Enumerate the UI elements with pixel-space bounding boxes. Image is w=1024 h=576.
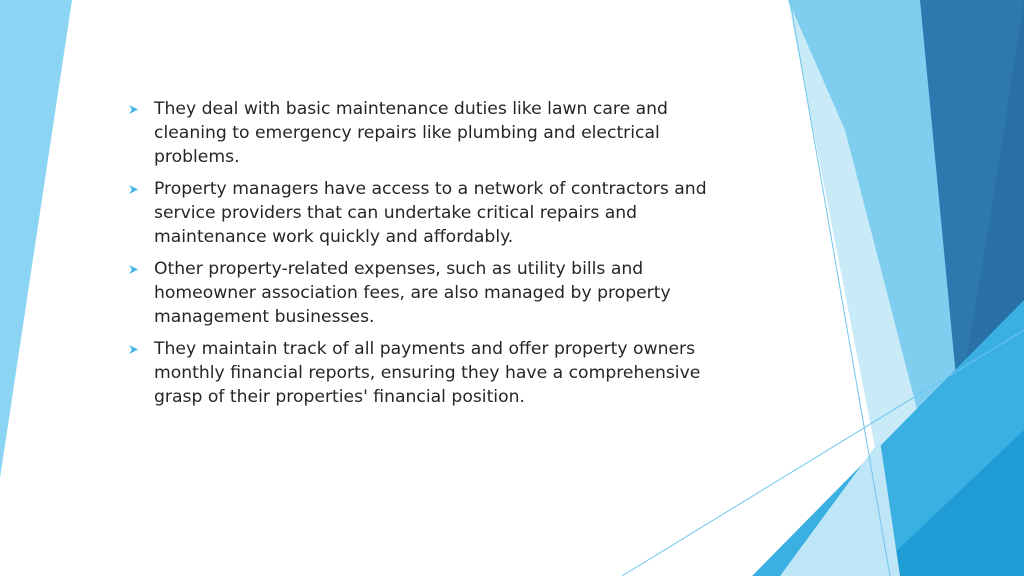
bullet-list xyxy=(128,97,718,409)
bullet-item xyxy=(128,337,718,409)
bullet-text: They maintain track of all payments and offer property owners monthly financial reports, ensuring they have a comprehensive grasp of their properties' financial position. xyxy=(154,339,701,407)
arrowhead-bullet-icon xyxy=(129,257,143,281)
bullet-text: They deal with basic maintenance duties like lawn care and cleaning to emergency repairs like plumbing and electrical problems. xyxy=(154,99,668,167)
bullet-item xyxy=(128,257,718,329)
bullet-item xyxy=(128,97,718,169)
bullet-text: Property managers have access to a network of contractors and service providers that can undertake critical repairs and maintenance work quickly and affordably. xyxy=(154,179,707,247)
left-accent-shape xyxy=(0,0,72,478)
arrowhead-bullet-icon xyxy=(129,177,143,201)
bullet-item xyxy=(128,177,718,249)
arrowhead-bullet-icon xyxy=(129,97,143,121)
bullet-text: Other property-related expenses, such as utility bills and homeowner association fees, are also managed by property management businesses. xyxy=(154,259,671,327)
arrowhead-bullet-icon xyxy=(129,337,143,361)
right-bottom-pale xyxy=(780,440,900,576)
slide-content xyxy=(128,97,718,417)
